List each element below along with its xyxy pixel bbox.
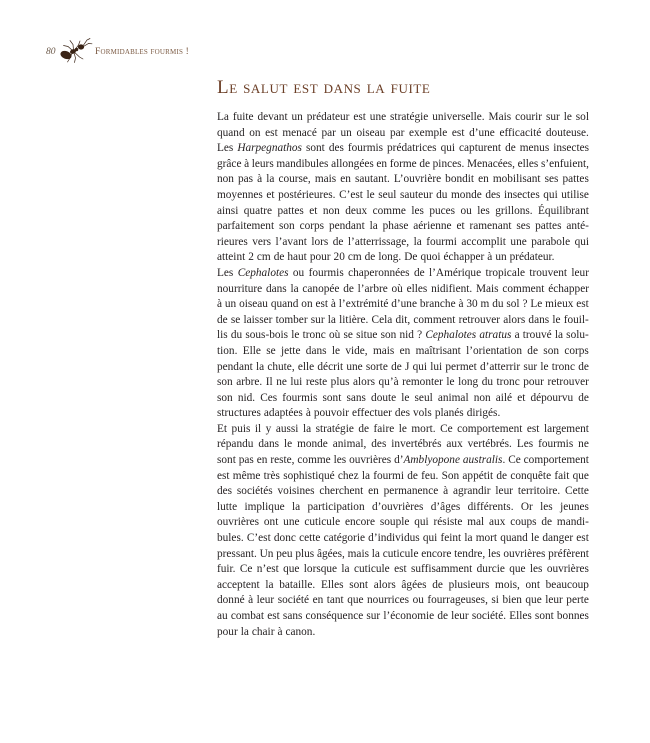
text-line: donné à leur société en tant que nourrices ou fourrageuses, si bien que leur perte	[217, 594, 589, 607]
text-line: sont pas en reste, comme les ouvrières d’Amblyopone australis. Ce comportement	[217, 454, 589, 467]
text-line: rieures vers l’avant lors de l’atterrissage, la fourmi accomplit une parabole qui	[217, 235, 589, 248]
text-line: pour la chair à canon.	[217, 625, 316, 638]
text-line: parfaitement son corps pendant la phase aérienne et ramenant ses pattes anté-	[217, 220, 589, 233]
text-line: moyennes et postérieures. C’est le seul sauteur du monde des insectes qui utilise	[217, 188, 589, 201]
text-line: au combat est sans conséquence sur l’économie de leur société. Elles sont bonnes	[217, 610, 589, 622]
text-line: de se laisser tomber sur la litière. Cela dit, comment retrouver alors dans le fouil-	[217, 313, 589, 326]
page-number: 80	[46, 47, 56, 57]
text-line: à un oiseau quand on est à l’extrémité d’une branche à 30 m du sol ? Le mieux est	[217, 298, 589, 311]
text-line: bules. C’est donc cette catégorie d’individus qui feint la mort quand le danger est	[217, 532, 589, 545]
body-text	[217, 110, 589, 640]
text-line: ainsi quatre pattes et non deux comme les puces ou les grillons. Équilibrant	[217, 204, 589, 217]
section-title: Le salut est dans la fuite	[217, 77, 431, 98]
text-line: pendant la chute, elle décrit une sorte de J qui lui permet d’atterrir sur le tronc de	[217, 360, 589, 373]
text-line: fuir. Ce n’est que lorsque la cuticule est suffisamment durcie que les ouvrières	[217, 563, 589, 576]
running-title: Formidables fourmis !	[95, 47, 190, 57]
text-line: nourriture dans la canopée de l’arbre où elles nidifient. Mais comment échapper	[217, 282, 589, 295]
ant-icon	[59, 37, 93, 63]
text-line: grâce à leurs mandibules allongées en forme de pinces. Menacées, elles s’enfuient,	[217, 157, 589, 170]
text-line: lutte implique la participation d’ouvrières d’âges différents. Or les jeunes	[217, 500, 589, 513]
text-line: des sociétés voisines cherchent en permanence à agrandir leur territoire. Cette	[217, 485, 589, 498]
text-line: acceptent la bataille. Elles sont alors âgées de plusieurs mois, ont beaucoup	[217, 578, 589, 591]
text-line: quand on est menacé par un oiseau par exemple est d’une efficacité douteuse.	[217, 126, 589, 139]
text-line: tion. Elle se jette dans le vide, mais en maîtrisant l’orientation de son corps	[217, 344, 589, 357]
text-line: lis du sous-bois le tronc où se situe son nid ? Cephalotes atratus a trouvé la solu-	[217, 329, 589, 342]
text-line: La fuite devant un prédateur est une stratégie universelle. Mais courir sur le sol	[217, 111, 589, 123]
text-line: répandu dans le monde animal, des invertébrés aux vertébrés. Les fourmis ne	[217, 438, 589, 451]
text-line: ouvrières ont une cuticule encore souple qui résiste mal aux coups de mandi-	[217, 516, 589, 529]
text-line: pressant. Un peu plus âgées, mais la cuticule encore tendre, les ouvrières préfèrent	[217, 547, 589, 560]
text-line: Et puis il y aussi la stratégie de faire le mort. Ce comportement est largement	[217, 422, 589, 435]
text-line: Les Cephalotes ou fourmis chaperonnées de l’Amérique tropicale trouvent leur	[217, 266, 589, 279]
text-line: structures adaptées à pouvoir effectuer des vols planés dirigés.	[217, 407, 501, 420]
text-line: Les Harpegnathos sont des fourmis prédatrices qui capturent de menus insectes	[217, 142, 589, 155]
text-line: atteint 2 cm de haut pour 20 cm de long. De quoi échapper à un prédateur.	[217, 251, 555, 264]
text-line: est même très sophistiqué chez la fourmi de feu. Son appétit de conquête fait que	[217, 469, 589, 482]
text-line: non pas à la course, mais en sautant. L’ouvrière bondit en mobilisant ses pattes	[217, 173, 589, 186]
text-line: son nid. Ces fourmis sont sans doute le seul animal non ailé et dépourvu de	[217, 391, 589, 404]
text-line: son arbre. Il ne lui reste plus alors qu’à remonter le long du tronc pour retrouver	[217, 376, 589, 389]
running-head	[46, 37, 246, 63]
